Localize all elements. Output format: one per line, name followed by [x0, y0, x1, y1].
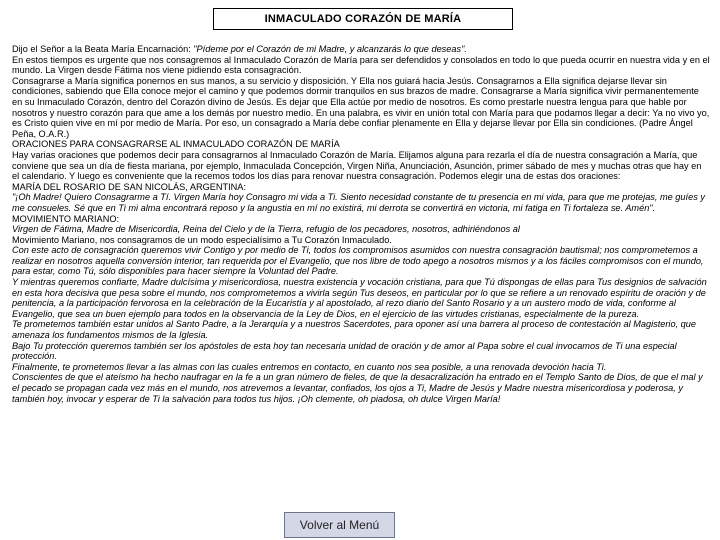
- prayer-opening-italic: Virgen de Fátima, Madre de Misericordia, Reina del Cielo y de la Tierra, refugio de los pecadores, nosotros, adhiriéndonos al: [12, 224, 520, 235]
- prayer-paragraph-closing: Conscientes de que el ateísmo ha hecho naufragar en la fe a un gran número de fieles, de que la desacralización ha entrado en el Templo Santo de Dios, de que el mal y el pecado se propagan cada vez más en el mundo, nos atrevemos a levantar, confiados, los ojos a Ti, Madre de Jesús y Madre nuestra misericordiosa y poderosa, y también hoy, invocar y esperar de Ti la salvación para todos tus hijos. ¡Oh clemente, oh piadosa, oh dulce Virgen María!: [12, 372, 703, 404]
- footer: [0, 510, 720, 540]
- paragraph-urgency: En estos tiempos es urgente que nos consagremos al Inmaculado Corazón de María para ser defendidos y consolados en todo lo que pueda ocurrir en nuestra vida y en el mundo. La Virgen desde Fátima nos viene pidiendo esta consagración.: [12, 54, 710, 76]
- intro-paragraph: [12, 44, 710, 55]
- section-heading-movimiento-mariano: MOVIMIENTO MARIANO:: [12, 213, 120, 224]
- intro-quote: "Pídeme por el Corazón de mi Madre, y alcanzarás lo que deseas".: [193, 44, 467, 54]
- article-body: [12, 44, 710, 404]
- prayer-paragraph-devotion: Finalmente, te prometemos llevar a las almas con las cuales entremos en contacto, en cuanto nos sea posible, a una renovada devoción hacia Ti.: [12, 361, 607, 372]
- prayer-paragraph-holy-father: Te prometemos también estar unidos al Santo Padre, a la Jerarquía y a nuestros Sacerdotes, para oponer así una barrera al proceso de contestación al Magisterio, que amenaza los fundamentos mismos de la Iglesia.: [12, 319, 697, 341]
- intro-lead: Dijo el Señor a la Beata María Encarnación:: [12, 44, 194, 54]
- prayer-paragraph-protection: Bajo Tu protección queremos también ser los apóstoles de esta hoy tan necesaria unidad de oración y de amor al Papa sobre el cual invocamos de Ti una especial protección.: [12, 340, 677, 362]
- paragraph-consecration-meaning: Consagrarse a María significa ponernos en sus manos, a su servicio y disposición. Y Ella nos guiará hacia Jesús. Consagrarnos a Ella significa dejarse llevar sin condiciones, sabiendo que Ella conoce mejor el camino y que podemos dormir tranquilos en sus brazos de madre. Consagrarse a María significa vivir permanentemente en su Inmaculado Corazón, dentro del Corazón divino de Jesús. Es dejar que Ella actúe por medio de nosotros. Es como prestarle nuestra lengua para que hable por nosotros y nuestro corazón para que ame a los demás por nuestro medio. En una palabra, es vivir en unión total con María para que podamos llegar a decir: Ya no vivo yo, es Cristo quien vive en mí por medio de María. Por eso, un consagrado a María debe confiar plenamente en Ella y dejarse llevar por Ella sin condiciones. (Padre Ángel Peña, O.A.R.): [12, 75, 710, 139]
- section-heading-prayers: ORACIONES PARA CONSAGRARSE AL INMACULADO CORAZÓN DE MARÍA: [12, 139, 340, 150]
- page-title: INMACULADO CORAZÓN DE MARÍA: [213, 8, 513, 30]
- back-to-menu-button[interactable]: Volver al Menú: [284, 512, 395, 538]
- prayer-paragraph-commitment: Con este acto de consagración queremos vivir Contigo y por medio de Ti, todos los compromisos asumidos con nuestra consagración bautismal; nos comprometemos a realizar en nosotros aquella conversión interior, tan requerida por el Evangelio, que nos libre de todo apego a nosotros mismos y a los fáciles compromisos con el mundo, para estar, como Tú, sólo disponibles para hacer siempre la Voluntad del Padre.: [12, 245, 704, 277]
- prayer-paragraph-entrust: Y mientras queremos confiarte, Madre dulcísima y misericordiosa, nuestra existencia y vocación cristiana, para que Tú dispongas de ellas para Tus designios de salvación en esta hora decisiva que pesa sobre el mundo, nos comprometemos a vivirla según Tus deseos, en particular por lo que se refiere a un renovado espíritu de oración y de penitencia, a la participación fervorosa en la celebración de la Eucaristía y al apostolado, al rezo diario del Santo Rosario y a un austero modo de vida, conforme al Evangelio, que sea un buen ejemplo para todos en la observancia de la Ley de Dios, en el ejercicio de las virtudes cristianas, especialmente de la pureza.: [12, 277, 707, 319]
- section-heading-san-nicolas: MARÍA DEL ROSARIO DE SAN NICOLÁS, ARGENTINA:: [12, 181, 246, 192]
- prayer-san-nicolas: "¡Oh Madre! Quiero Consagrarme a Tí. Virgen María hoy Consagro mi vida a Ti. Siento necesidad constante de tu presencia en mi vida, para que me protejas, me guíes y me consueles. Sé que en Ti mi alma encontrará reposo y la angustia en mí no existirá, mi derrota se convertirá en victoria, mi fatiga en Ti fortaleza se. Amén".: [12, 192, 705, 213]
- paragraph-prayer-intro: Hay varias oraciones que podemos decir para consagrarnos al Inmaculado Corazón de María. Elijamos alguna para rezarla el día de nuestra consagración a María, que conviene que sea un día de fiesta mariana, por ejemplo, Inmaculada Concepción, Virgen Niña, Anunciación, Asunción, primer sábado de mes y muchas otras que hay en el calendario. Y luego es conveniente que la recemos todos los días para renovar nuestra consagración. Podemos elegir una de estas dos oraciones:: [12, 149, 702, 182]
- prayer-opening-normal: Movimiento Mariano, nos consagramos de un modo especialísimo a Tu Corazón Inmaculado.: [12, 234, 392, 245]
- prayer-opening: [12, 224, 710, 245]
